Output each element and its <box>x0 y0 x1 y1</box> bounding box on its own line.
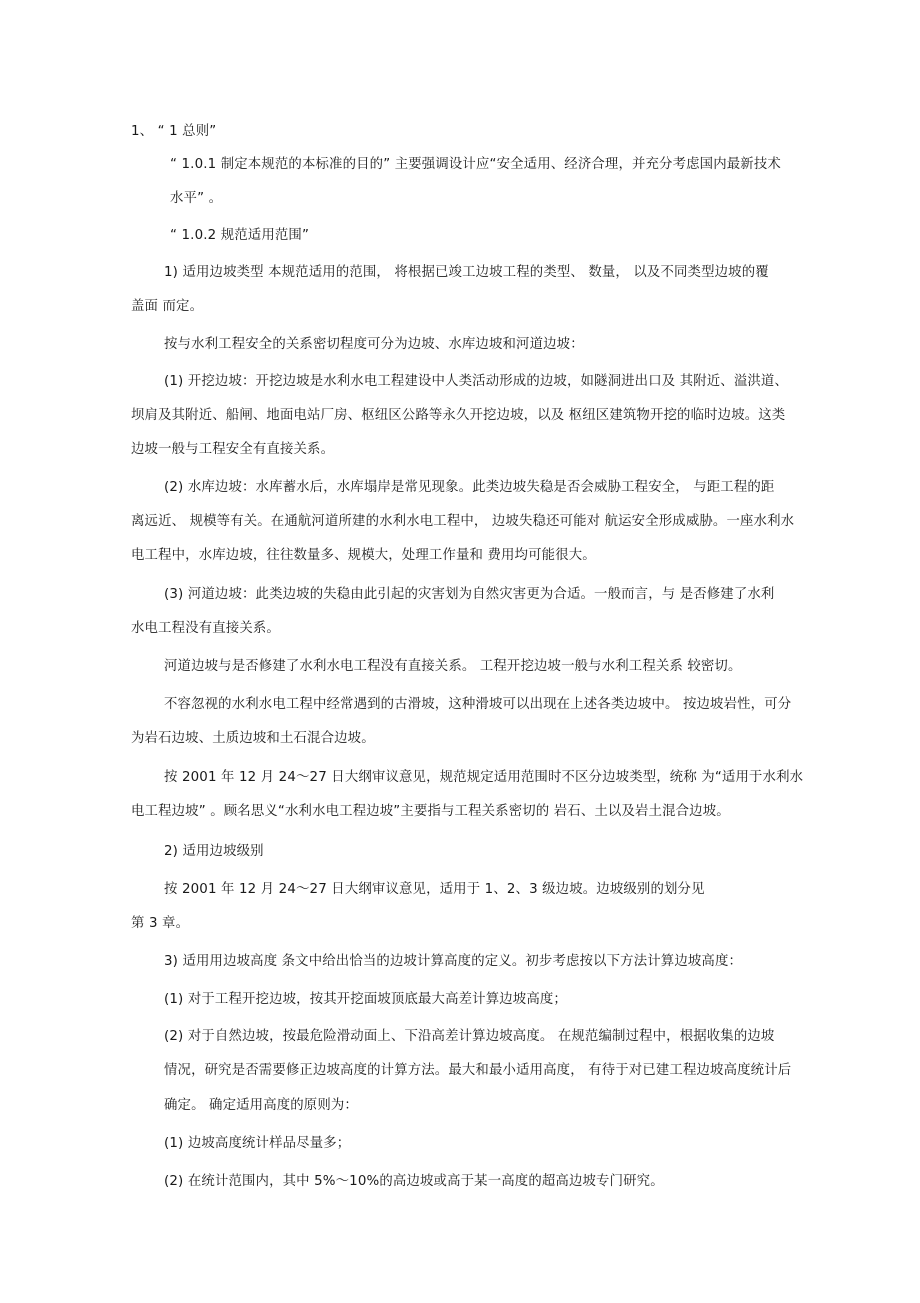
text-line: 电工程中，水库边坡，往往数量多、规模大，处理工作量和 费用均可能很大。 <box>131 548 596 563</box>
text-line: 1) 适用边坡类型 本规范适用的范围， 将根据已竣工边坡工程的类型、 数量， 以及不同类型边坡的覆 <box>164 265 769 280</box>
text-line: 电工程边坡” 。顾名思义“水利水电工程边坡”主要指与工程关系密切的 岩石、土以及岩土混合边坡。 <box>131 804 730 819</box>
text-line: “ 1.0.1 制定本规范的本标准的目的” 主要强调设计应“安全适用、经济合理，并充分考虑国内最新技术 <box>170 157 781 172</box>
text-line: 为岩石边坡、土质边坡和土石混合边坡。 <box>131 731 375 746</box>
text-line: 按 2001 年 12 月 24〜27 日大纲审议意见，规范规定适用范围时不区分边坡类型，统称 为“适用于水利水 <box>164 770 804 785</box>
text-line: 河道边坡与是否修建了水利水电工程没有直接关系。 工程开挖边坡一般与水利工程关系 较密切。 <box>164 659 742 674</box>
text-line: 按与水利工程安全的关系密切程度可分为边坡、水库边坡和河道边坡： <box>164 337 584 352</box>
text-line: 盖面 而定。 <box>131 299 204 314</box>
text-line: 情况，研究是否需要修正边坡高度的计算方法。最大和最小适用高度， 有待于对已建工程边坡高度统计后 <box>164 1063 792 1078</box>
text-line: 水电工程没有直接关系。 <box>131 621 280 636</box>
text-line: 离远近、 规模等有关。在通航河道所建的水利水电工程中， 边坡失稳还可能对 航运安全形成威胁。一座水利水 <box>131 514 795 529</box>
heading-item-3: 3) 适用用边坡高度 条文中给出恰当的边坡计算高度的定义。初步考虑按以下方法计算边坡高度： <box>164 954 743 969</box>
text-line: (3) 河道边坡：此类边坡的失稳由此引起的灾害划为自然灾害更为合适。一般而言，与 是否修建了水利 <box>164 587 775 602</box>
text-line: (1) 开挖边坡：开挖边坡是水利水电工程建设中人类活动形成的边坡，如隧洞进出口及 其附近、溢洪道、 <box>164 374 789 389</box>
text-line: 确定。 确定适用高度的原则为： <box>164 1098 358 1113</box>
text-line: 第 3 章。 <box>131 916 190 931</box>
heading-section-1: 1、 “ 1 总则” <box>131 124 217 139</box>
text-line: 水平” 。 <box>170 191 223 206</box>
text-line: (2) 水库边坡：水库蓄水后，水库塌岸是常见现象。此类边坡失稳是否会威胁工程安全， 与距工程的距 <box>164 480 775 495</box>
text-line: (1) 边坡高度统计样品尽量多； <box>164 1136 351 1151</box>
text-line: 坝肩及其附近、船闸、地面电站厂房、枢纽区公路等永久开挖边坡，以及 枢纽区建筑物开挖的临时边坡。这类 <box>131 408 786 423</box>
text-line: (2) 在统计范围内，其中 5%〜10%的高边坡或高于某一高度的超高边坡专门研究。 <box>164 1174 664 1189</box>
text-line: 不容忽视的水利水电工程中经常遇到的古滑坡，这种滑坡可以出现在上述各类边坡中。 按边坡岩性，可分 <box>164 697 792 712</box>
text-line: 边坡一般与工程安全有直接关系。 <box>131 442 335 457</box>
text-line: (1) 对于工程开挖边坡，按其开挖面坡顶底最大高差计算边坡高度； <box>164 992 567 1007</box>
text-line: (2) 对于自然边坡，按最危险滑动面上、下沿高差计算边坡高度。 在规范编制过程中，根据收集的边坡 <box>164 1029 775 1044</box>
text-line: 按 2001 年 12 月 24〜27 日大纲审议意见，适用于 1、2、3 级边坡。边坡级别的划分见 <box>164 882 705 897</box>
heading-subsection: “ 1.0.2 规范适用范围” <box>170 228 310 243</box>
heading-item-2: 2) 适用边坡级别 <box>164 844 264 859</box>
